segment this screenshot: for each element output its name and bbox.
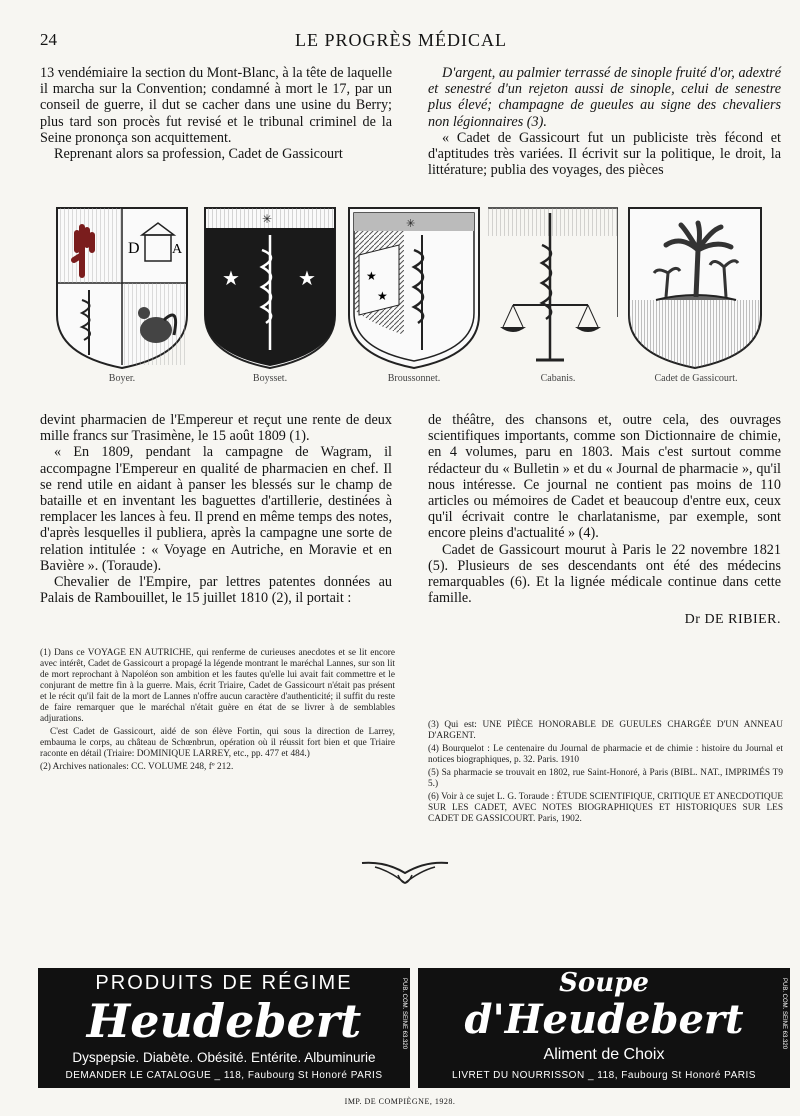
svg-text:★: ★: [377, 289, 388, 303]
footnote: (1) Dans ce VOYAGE EN AUTRICHE, qui renferme de curieuses anecdotes et se lit encore avec intérêt, Cadet de Gassicourt a propagé la légende montrant le maréchal Lannes, sur son lit de mort reprochant à Napoléon son ambition et les fautes qu'elle lui avait fait commettre et le conjurant de mettre fin à la guerre. Mais, écrit Triaire, Cadet de Gassicourt n'était pas présent et le récit qu'il fait de la mort de Lannes n'offre aucun caractère d'authenticité; il suffit du reste de faire remarquer que le maréchal n'était guère en état de se livrer à de semblables adjurations.: [40, 648, 395, 724]
shield-caption: Boyer.: [108, 373, 136, 384]
ad-registration: PUB. COM. SEINE 63.320: [781, 978, 787, 1050]
paragraph: « Cadet de Gassicourt fut un publiciste très fécond et d'aptitudes très variées. Il écrivit sur la politique, le droit, la littérature; publia des voyages, des pièces: [428, 129, 781, 179]
column-bottom-left: [40, 412, 392, 606]
footnote: (5) Sa pharmacie se trouvait en 1802, rue Saint-Honoré, à Paris (BIBL. NAT., IMPRIMÉS T9 5.): [428, 768, 783, 789]
shield-caption: Broussonnet.: [387, 373, 441, 384]
footnote: (6) Voir à ce sujet L. G. Toraude : ÉTUDE SCIENTIFIQUE, CRITIQUE ET ANECDOTIQUE SUR LES CADET, AVEC NOTES BIOGRAPHIQUES ET HISTORIQUES SUR LES CADET DE GASSICOURT. Paris, 1902.: [428, 792, 783, 824]
paragraph: de théâtre, des chansons et, outre cela, des ouvrages scientifiques importants, comme son Dictionnaire de chimie, en 4 volumes, paru en 1803. Mais c'est surtout comme rédacteur du « Bulletin » et du « Journal de pharmacie », qu'il nous intéresse. Ce journal ne contient pas moins de 110 articles ou mémoires de Cadet et beaucoup d'entre eux, ceux qu'il écrivait contre le charlatanisme, par exemple, sont encore pleins d'actualité » (4).: [428, 412, 781, 542]
ad-registration: PUB. COM. SEINE 63.320: [401, 978, 407, 1050]
svg-text:✳: ✳: [406, 218, 416, 230]
shield-broussonnet: [344, 205, 484, 384]
footnotes-right: [428, 720, 783, 827]
journal-title: LE PROGRÈS MÉDICAL: [294, 30, 507, 50]
shield-broussonnet-icon: [344, 205, 484, 370]
footnote: (4) Bourquelot : Le centenaire du Journal de pharmacie et de chimie : histoire du Journal et notices biographiques, p. 32. Paris. 1910: [428, 744, 783, 765]
ad-soupe-heudebert: [418, 968, 790, 1088]
coats-of-arms-figure: [52, 205, 764, 390]
footnote: (3) Qui est: UNE PIÈCE HONORABLE DE GUEULES CHARGÉE D'UN ANNEAU D'ARGENT.: [428, 720, 783, 741]
svg-text:★: ★: [222, 268, 240, 290]
shield-cadet-de-gassicourt: [626, 205, 766, 384]
shield-caption: Cabanis.: [540, 373, 576, 384]
page-number: 24: [40, 30, 57, 49]
blazon-paragraph: D'argent, au palmier terrassé de sinople fruité d'or, adextré et senestré d'un rejeton aussi de sinople, celui de senestre plus élevé; champagne de gueules au signe des chevaliers non légionnaires (3).: [428, 65, 781, 130]
shield-boysset-icon: [200, 205, 340, 370]
shield-boyer: [52, 205, 192, 384]
shield-caption: Cadet de Gassicourt.: [654, 373, 738, 384]
printer-imprint: IMP. DE COMPIÈGNE, 1928.: [344, 1097, 456, 1106]
shield-cabanis-icon: [488, 205, 618, 370]
footnote: C'est Cadet de Gassicourt, aidé de son élève Fortin, qui sous la direction de Larrey, embauma le corps, au château de Schœnbrun, opération où il réussit fort bien et que Triaire raconte en détail (Triaire: DOMINIQUE LARREY, etc., pp. 477 et 484.): [40, 727, 395, 759]
ad-conditions: Dyspepsie. Diabète. Obésité. Entérite. Albuminurie: [72, 1050, 376, 1065]
shield-cadet-de-gassicourt-icon: [626, 205, 764, 370]
footnote: (2) Archives nationales: CC. VOLUME 248, fº 212.: [40, 762, 234, 772]
paragraph: Chevalier de l'Empire, par lettres patentes données au Palais de Rambouillet, le 15 juillet 1810 (2), il portait :: [40, 574, 392, 607]
author-signature: Dr DE RIBIER.: [684, 612, 781, 628]
paragraph: « En 1809, pendant la campagne de Wagram, il accompagne l'Empereur en qualité de pharmacien en chef. Il se rend utile en aidant à panser les blessés sur le champ de bataille et en inventant les baguettes d'artillerie, destinées à remplacer les lances à feu. Il prend en même temps des notes, d'après lesquelles il publiera, après la campagne une sorte de relation intitulée : « Voyage en Autriche, en Moravie et en Bavière ». (Toraude).: [40, 444, 392, 574]
ornament-flourish: [360, 855, 450, 895]
page-header: [40, 30, 762, 56]
ad-heudebert-regime: [38, 968, 410, 1088]
shield-boyer-icon: [52, 205, 192, 370]
flourish-icon: [360, 855, 450, 895]
ad-headline: Soupe: [559, 968, 649, 998]
paragraph: Reprenant alors sa profession, Cadet de Gassicourt: [54, 146, 343, 163]
ad-address: LIVRET DU NOURRISSON _ 118, Faubourg St Honoré PARIS: [452, 1070, 756, 1081]
svg-text:★: ★: [366, 269, 377, 283]
ad-tagline: Aliment de Choix: [543, 1046, 665, 1063]
ad-brand: d'Heudebert: [464, 996, 744, 1043]
ad-headline: PRODUITS DE RÉGIME: [95, 972, 353, 994]
paragraph: Cadet de Gassicourt mourut à Paris le 22 novembre 1821 (5). Plusieurs de ses descendants ont été des médecins remarquables (6). Et la lignée médicale continue dans cette famille.: [428, 541, 781, 607]
paragraph: devint pharmacien de l'Empereur et reçut une rente de deux mille francs sur Trasimène, le 15 août 1809 (1).: [40, 412, 392, 445]
svg-text:✳: ✳: [262, 212, 273, 226]
ad-brand: Heudebert: [86, 994, 362, 1048]
shield-cabanis: [488, 205, 628, 384]
svg-text:D: D: [128, 240, 140, 257]
shield-caption: Boysset.: [252, 373, 288, 384]
paragraph: 13 vendémiaire la section du Mont-Blanc, à la tête de laquelle il marcha sur la Convention; condamné à mort le 17, par un conseil de guerre, il dut se cacher dans une usine du Berry; plus tard son procès fut revisé et le tribunal criminel de la Seine prononça son acquittement.: [40, 65, 392, 146]
svg-text:★: ★: [298, 268, 316, 290]
ad-address: DEMANDER LE CATALOGUE _ 118, Faubourg St Honoré PARIS: [65, 1070, 383, 1081]
column-bottom-right: [428, 412, 781, 629]
footnotes-left: [40, 648, 395, 775]
svg-text:A: A: [172, 242, 183, 257]
column-top-right: [428, 65, 781, 178]
column-top-left: [40, 65, 392, 162]
shield-boysset: [200, 205, 340, 384]
